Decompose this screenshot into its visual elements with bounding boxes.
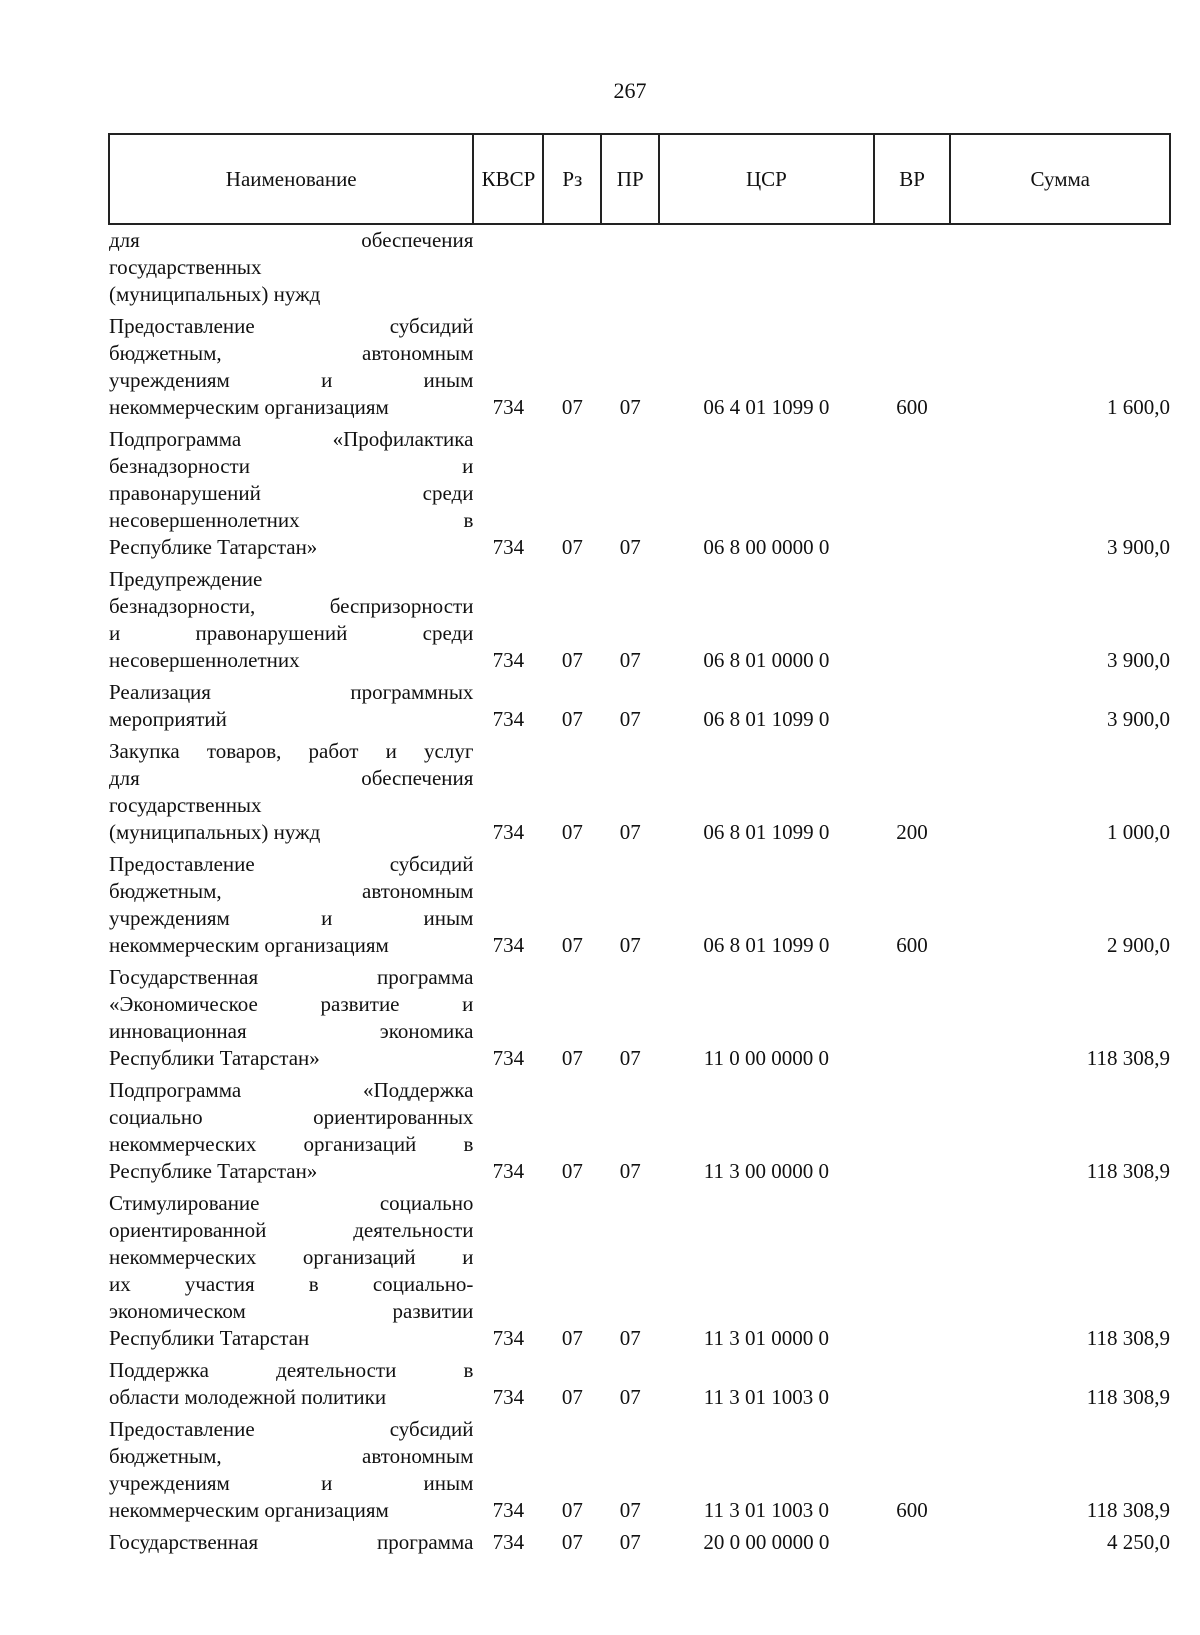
cell-csr xyxy=(659,224,873,308)
row-name-line: Реализация программных xyxy=(109,680,474,704)
cell-vr xyxy=(874,1072,951,1185)
row-name-line: учреждениям и иным xyxy=(109,368,474,392)
cell-pr: 07 xyxy=(619,535,641,559)
table-row xyxy=(109,674,1170,733)
row-name xyxy=(109,421,473,561)
cell-vr xyxy=(874,1524,951,1556)
table-body xyxy=(109,224,1170,1556)
cell-pr: 07 xyxy=(619,1326,641,1350)
row-name xyxy=(109,1185,473,1352)
table-row xyxy=(109,846,1170,959)
cell-sum: 3 900,0 xyxy=(1107,707,1170,731)
row-name-line: (муниципальных) нужд xyxy=(109,820,321,844)
header-kvsr: КВСР xyxy=(473,134,543,224)
row-name-line: и правонарушений среди xyxy=(109,621,474,645)
cell-pr: 07 xyxy=(619,1159,641,1183)
cell-sum xyxy=(950,224,1170,308)
cell-vr xyxy=(874,959,951,1072)
row-name-line: некоммерческих организаций и xyxy=(109,1245,474,1269)
header-vr: ВР xyxy=(874,134,951,224)
cell-sum: 118 308,9 xyxy=(1086,1385,1170,1409)
cell-pr: 07 xyxy=(619,1046,641,1070)
row-name-line: государственных xyxy=(109,255,262,279)
row-name-line: Республике Татарстан» xyxy=(109,535,318,559)
cell-rz: 07 xyxy=(561,1326,583,1350)
cell-sum: 118 308,9 xyxy=(1086,1159,1170,1183)
cell-csr: 06 8 01 1099 0 xyxy=(703,707,830,731)
cell-vr xyxy=(874,674,951,733)
cell-csr: 11 3 01 1003 0 xyxy=(703,1385,830,1409)
cell-rz: 07 xyxy=(561,707,583,731)
row-name-line: некоммерческим организациям xyxy=(109,1498,389,1522)
cell-csr: 11 0 00 0000 0 xyxy=(703,1046,830,1070)
cell-kvsr: 734 xyxy=(492,1385,525,1409)
cell-sum: 3 900,0 xyxy=(1107,535,1170,559)
cell-kvsr: 734 xyxy=(492,707,525,731)
row-name-line: Стимулирование социально xyxy=(109,1191,474,1215)
cell-rz: 07 xyxy=(561,1046,583,1070)
table-header xyxy=(109,134,1170,224)
row-name xyxy=(109,224,473,308)
row-name-line: Закупка товаров, работ и услуг xyxy=(109,739,474,763)
row-name-line: Подпрограмма «Профилактика xyxy=(109,427,474,451)
cell-kvsr: 734 xyxy=(492,395,525,419)
cell-vr: 200 xyxy=(896,820,928,844)
cell-csr: 11 3 00 0000 0 xyxy=(703,1159,830,1183)
row-name-line: несовершеннолетних в xyxy=(109,508,474,532)
row-name-line: учреждениям и иным xyxy=(109,906,474,930)
row-name-line: безнадзорности, беспризорности xyxy=(109,594,474,618)
row-name xyxy=(109,308,473,421)
row-name-line: правонарушений среди xyxy=(109,481,474,505)
cell-csr: 06 8 01 0000 0 xyxy=(703,648,830,672)
table-row xyxy=(109,1185,1170,1352)
cell-csr: 06 8 00 0000 0 xyxy=(703,535,830,559)
cell-rz: 07 xyxy=(561,395,583,419)
header-sum: Сумма xyxy=(950,134,1170,224)
row-name xyxy=(109,733,473,846)
cell-sum: 1 000,0 xyxy=(1107,820,1170,844)
row-name-line: Подпрограмма «Поддержка xyxy=(109,1078,474,1102)
row-name-line: Государственная программа xyxy=(109,965,474,989)
cell-vr xyxy=(874,421,951,561)
cell-kvsr: 734 xyxy=(492,648,525,672)
row-name-line: некоммерческим организациям xyxy=(109,395,389,419)
cell-pr: 07 xyxy=(619,707,641,731)
table-row xyxy=(109,224,1170,308)
cell-vr xyxy=(874,1185,951,1352)
budget-table xyxy=(108,133,1171,1556)
cell-rz: 07 xyxy=(561,933,583,957)
cell-vr xyxy=(874,224,951,308)
cell-rz xyxy=(543,224,601,308)
row-name-line: мероприятий xyxy=(109,707,227,731)
table-row xyxy=(109,421,1170,561)
row-name-line: учреждениям и иным xyxy=(109,1471,474,1495)
cell-pr: 07 xyxy=(619,648,641,672)
row-name-line: государственных xyxy=(109,793,262,817)
row-name-line: бюджетным, автономным xyxy=(109,879,474,903)
cell-pr xyxy=(601,224,659,308)
cell-rz: 07 xyxy=(561,535,583,559)
table-row xyxy=(109,959,1170,1072)
cell-vr: 600 xyxy=(896,1498,928,1522)
cell-kvsr: 734 xyxy=(492,1530,525,1554)
row-name-line: безнадзорности и xyxy=(109,454,474,478)
header-name: Наименование xyxy=(109,134,473,224)
cell-kvsr: 734 xyxy=(492,1498,525,1522)
row-name-line: их участия в социально- xyxy=(109,1272,474,1296)
row-name-line: ориентированной деятельности xyxy=(109,1218,474,1242)
cell-vr: 600 xyxy=(896,933,928,957)
row-name-line: Предоставление субсидий xyxy=(109,314,474,338)
cell-sum: 118 308,9 xyxy=(1086,1046,1170,1070)
cell-sum: 118 308,9 xyxy=(1086,1326,1170,1350)
cell-pr: 07 xyxy=(619,1498,641,1522)
cell-csr: 11 3 01 0000 0 xyxy=(703,1326,830,1350)
table-row xyxy=(109,1352,1170,1411)
row-name xyxy=(109,1524,473,1556)
cell-vr: 600 xyxy=(896,395,928,419)
header-rz: Рз xyxy=(543,134,601,224)
cell-rz: 07 xyxy=(561,648,583,672)
cell-csr: 06 8 01 1099 0 xyxy=(703,933,830,957)
cell-rz: 07 xyxy=(561,1498,583,1522)
row-name-line: социально ориентированных xyxy=(109,1105,474,1129)
row-name xyxy=(109,1072,473,1185)
cell-csr: 06 4 01 1099 0 xyxy=(703,395,830,419)
row-name-line: бюджетным, автономным xyxy=(109,341,474,365)
cell-pr: 07 xyxy=(619,1530,641,1554)
header-pr: ПР xyxy=(601,134,659,224)
cell-vr xyxy=(874,561,951,674)
cell-csr: 20 0 00 0000 0 xyxy=(703,1530,830,1554)
cell-vr xyxy=(874,1352,951,1411)
cell-sum: 3 900,0 xyxy=(1107,648,1170,672)
table-row xyxy=(109,733,1170,846)
row-name-line: экономическом развитии xyxy=(109,1299,474,1323)
cell-kvsr: 734 xyxy=(492,933,525,957)
row-name-line: (муниципальных) нужд xyxy=(109,282,321,306)
cell-sum: 1 600,0 xyxy=(1107,395,1170,419)
row-name-line: Республики Татарстан» xyxy=(109,1046,320,1070)
row-name-line: области молодежной политики xyxy=(109,1385,387,1409)
cell-kvsr: 734 xyxy=(492,820,525,844)
row-name-line: некоммерческим организациям xyxy=(109,933,389,957)
cell-kvsr xyxy=(473,224,543,308)
row-name-line: Государственная программа xyxy=(109,1530,474,1554)
row-name-line: Предупреждение xyxy=(109,567,263,591)
row-name-line: для обеспечения xyxy=(109,766,474,790)
row-name xyxy=(109,561,473,674)
row-name-line: Республике Татарстан» xyxy=(109,1159,318,1183)
table-row xyxy=(109,1411,1170,1524)
cell-csr: 06 8 01 1099 0 xyxy=(703,820,830,844)
row-name-line: бюджетным, автономным xyxy=(109,1444,474,1468)
header-csr: ЦСР xyxy=(659,134,873,224)
row-name xyxy=(109,674,473,733)
table-row xyxy=(109,1524,1170,1556)
row-name-line: Предоставление субсидий xyxy=(109,1417,474,1441)
cell-rz: 07 xyxy=(561,1385,583,1409)
cell-kvsr: 734 xyxy=(492,535,525,559)
table-row xyxy=(109,561,1170,674)
row-name xyxy=(109,959,473,1072)
cell-kvsr: 734 xyxy=(492,1046,525,1070)
row-name-line: для обеспечения xyxy=(109,228,474,252)
cell-pr: 07 xyxy=(619,395,641,419)
row-name-line: Республики Татарстан xyxy=(109,1326,310,1350)
cell-kvsr: 734 xyxy=(492,1326,525,1350)
cell-pr: 07 xyxy=(619,820,641,844)
cell-sum: 2 900,0 xyxy=(1107,933,1170,957)
row-name xyxy=(109,846,473,959)
row-name-line: «Экономическое развитие и xyxy=(109,992,474,1016)
cell-rz: 07 xyxy=(561,1530,583,1554)
cell-kvsr: 734 xyxy=(492,1159,525,1183)
cell-pr: 07 xyxy=(619,933,641,957)
table-row xyxy=(109,308,1170,421)
row-name-line: некоммерческих организаций в xyxy=(109,1132,474,1156)
row-name xyxy=(109,1411,473,1524)
row-name-line: несовершеннолетних xyxy=(109,648,300,672)
page-number: 267 xyxy=(613,78,647,103)
cell-rz: 07 xyxy=(561,1159,583,1183)
cell-sum: 118 308,9 xyxy=(1086,1498,1170,1522)
cell-sum: 4 250,0 xyxy=(1107,1530,1170,1554)
table-row xyxy=(109,1072,1170,1185)
row-name xyxy=(109,1352,473,1411)
row-name-line: Предоставление субсидий xyxy=(109,852,474,876)
cell-csr: 11 3 01 1003 0 xyxy=(703,1498,830,1522)
row-name-line: Поддержка деятельности в xyxy=(109,1358,474,1382)
row-name-line: инновационная экономика xyxy=(109,1019,474,1043)
cell-rz: 07 xyxy=(561,820,583,844)
cell-pr: 07 xyxy=(619,1385,641,1409)
